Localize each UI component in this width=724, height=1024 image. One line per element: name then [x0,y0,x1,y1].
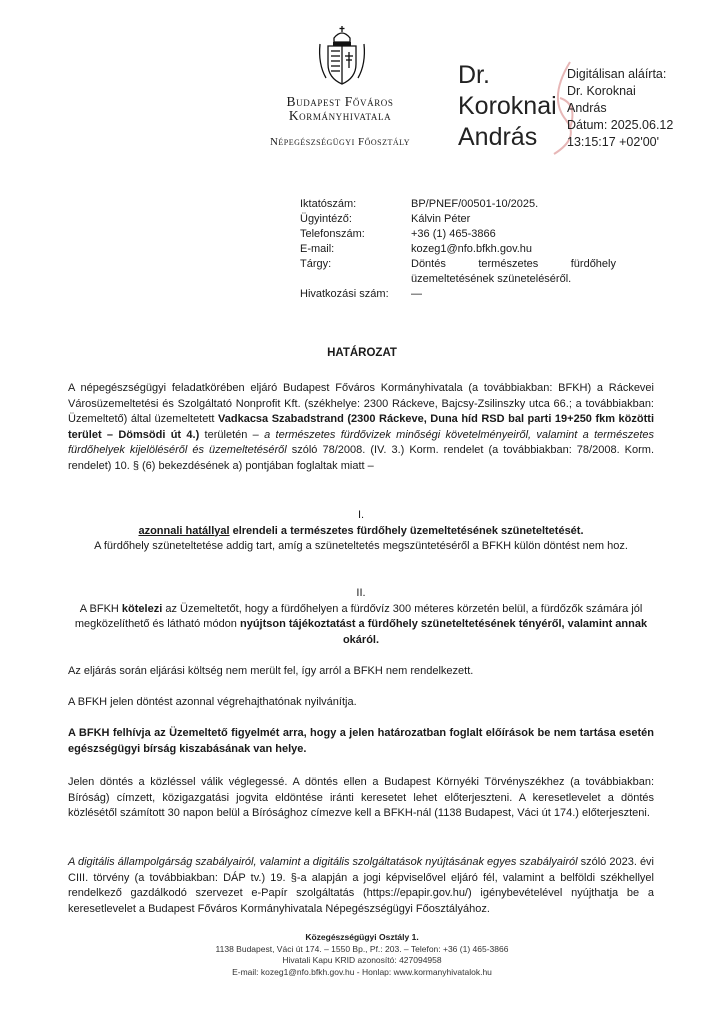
email-label: E-mail: [300,243,335,255]
appeal-paragraph: Jelen döntés a közléssel válik véglegessé. A döntés ellen a Budapest Környéki Törvényszékhez (a továbbiakban: Bíróság) címzett, közigazgatási jogvita eldöntése iránti keresetet lehet előterjeszteni. A keresetlevelet a döntés közlésétől számított 30 napon belül a Bírósághoz címezve kell a BFKH-nál (1138 Budapest, Váci út 174.) előterjeszteni. [68,776,654,819]
footer [0,932,724,978]
org-line-1: Budapest Főváros [286,94,394,109]
document-title: HATÁROZAT [327,347,397,359]
phone-value: +36 (1) 465-3866 [411,228,496,240]
sig-info-line-1: Digitálisan aláírta: [567,67,667,81]
section-2-part-c: az Üzemeltetőt, hogy a fürdőhelyen a fürdővíz 300 méteres körzetén belül, a fürdőzők számára jól megközelíthető és látható módon [74,602,643,630]
section-1 [68,508,654,555]
officer-label: Ügyintéző: [300,213,352,225]
reference-value: — [411,288,422,300]
email-value: kozeg1@nfo.bfkh.gov.hu [411,243,533,255]
sig-info-line-4: Dátum: 2025.06.12 [567,118,674,132]
section-2-part-a: A BFKH [79,602,122,615]
warning-paragraph: A BFKH felhívja az Üzemeltető figyelmét arra, hogy a jelen határozatban foglalt előírások be nem tartása esetén egészségügyi bírság kiszabásának van helye. [68,727,654,755]
sig-name-line-1: Dr. [458,61,490,89]
dap-law-title: A digitális állampolgárság szabályairól, valamint a digitális szolgáltatások nyújtásának egyes szabályairól [68,856,578,868]
obliges: kötelezi [121,602,163,615]
section-2-text [68,602,654,649]
org-line-2: Kormányhivatala [288,108,392,123]
immediate-effect: azonnali hatállyal [138,524,230,537]
footer-title: Közegészségügyi Osztály 1. [305,932,419,942]
epapir-text: szóló 2023. évi CIII. törvény (a továbbiakban: DÁP tv.) 19. §-a alapján a jogi képviselővel eljáró fél, valamint a belföldi székhellyel rendelkező gazdálkodó szervezet e-Papír szolgáltatás (https://epapir.gov.hu/) igénybevételével nyújthatja be a keresetlevelet a Budapest Főváros Kormányhivatala Népegészségügyi Főosztályához. [68,856,655,915]
phone-label: Telefonszám: [300,228,365,240]
footer-address: 1138 Budapest, Váci út 174. – 1550 Bp., Pf.: 203. – Telefon: +36 (1) 465-3866 [215,943,509,954]
section-1-number: I. [357,509,365,521]
footer-contact: E-mail: kozeg1@nfo.bfkh.gov.hu - Honlap: www.kormanyhivatalok.hu [232,966,492,977]
footer-krid: Hivatali Kapu KRID azonosító: 427094958 [282,955,442,965]
sig-name-line-3: András [458,123,538,151]
coat-of-arms-icon [316,24,368,90]
sig-name-line-2: Koroknai [458,92,557,120]
regulation-title: a természetes fürdővizek minőségi követelményeiről, valamint a természetes fürdőhelyek kijelöléséről és üzemeltetéséről [68,428,654,456]
officer-value: Kálvin Péter [411,213,471,225]
subject-value: Döntés természetes fürdőhely üzemeltetésének szüneteléséről. [411,258,616,285]
sig-info-line-2: Dr. Koroknai [567,84,636,98]
intro-part-c: területén – [199,428,265,441]
filing-value: BP/PNEF/00501-10/2025. [411,198,539,210]
organization-name [220,95,460,123]
sig-info-line-5: 13:15:17 +02'00' [567,135,660,149]
signature-info [567,66,673,151]
section-2-obligation: nyújtson tájékoztatást a fürdőhely szüneteltetésének tényéről, valamint annak okáról. [239,618,648,646]
cost-paragraph: Az eljárás során eljárási költség nem merült fel, így arról a BFKH nem rendelkezett. [68,665,474,677]
filing-label: Iktatószám: [300,198,357,210]
section-1-duration: A fürdőhely szüneteltetése addig tart, amíg a szüneteltetés megszüntetéséről a BFKH külön döntést nem hoz. [94,540,628,552]
section-1-decision [68,524,654,540]
section-2 [68,586,654,648]
sig-info-line-3: András [567,101,607,115]
execution-paragraph: A BFKH jelen döntést azonnal végrehajthatónak nyilvánítja. [68,696,357,708]
subject-label: Tárgy: [300,258,332,270]
intro-part-e: szóló 78/2008. (IV. 3.) Korm. rendelet (a továbbiakban: 78/2008. Korm. rendelet) 10. § (6) bekezdésének a) pontjában foglaltak miatt – [68,444,654,472]
reference-label: Hivatkozási szám: [300,288,389,300]
intro-part-a: A népegészségügyi feladatkörében eljáró Budapest Főváros Kormányhivatala (a továbbiakban: BFKH) a Ráckevei Városüzemeltetési és Szolgáltató Nonprofit Kft. (székhelye: 2300 Ráckeve, Bajcsy-Zsilinszky utca 66.; a továbbiakban: Üzemeltető) által üzemeltetett [68,382,654,425]
section-2-number: II. [356,587,366,599]
section-1-decision-text: elrendeli a természetes fürdőhely üzemeltetésének szüneteltetését. [229,524,584,537]
intro-paragraph [68,381,654,474]
department-name: Népegészségügyi Főosztály [269,136,411,148]
epapir-paragraph [68,855,654,917]
beach-name: Vadkacsa Szabadstrand (2300 Ráckeve, Duna híd RSD bal parti 19+250 fkm közötti terület – Dömsödi út 4.) [68,413,654,441]
